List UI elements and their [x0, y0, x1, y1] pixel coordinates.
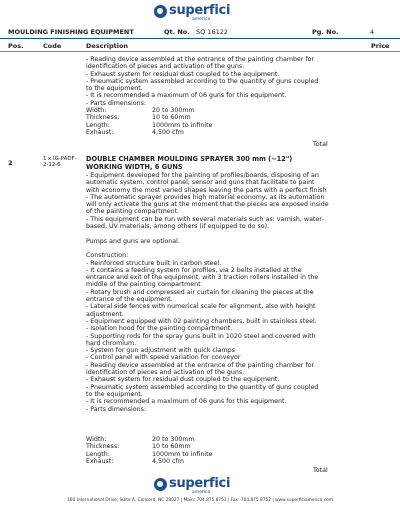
total-label-1: Total — [313, 141, 328, 148]
header-rule — [0, 38, 400, 39]
footer-logo — [154, 476, 244, 496]
logo-swirl-icon — [154, 478, 167, 491]
col-code: Code — [43, 42, 62, 50]
total-label-2: Total — [313, 467, 328, 474]
col-description: Description — [86, 42, 129, 50]
section-title: MOULDING FINISHING EQUIPMENT — [8, 28, 134, 36]
col-price: Price — [371, 42, 390, 50]
brand-name: superfici — [169, 476, 231, 491]
dim-row: Thickness: 10 to 60mm — [86, 114, 191, 122]
continued-description: - Reading device assembled at the entrance of the painting chamber for identification of pieces and activation of the guns. - Exhaust system for residual dust coupled to the equipment. - Pneumatic system assembled according to the quantity of guns coupled to the equipment. - It is recommended a maximum of 06 guns for this equipment. - Parts dimensions: — [86, 56, 319, 107]
item-code: 1 x IG-PADF- 2-12-6 — [43, 156, 77, 169]
pg-value: 4 — [370, 28, 375, 36]
dim-row: Length: 1000mm to infinite — [86, 121, 213, 129]
logo-swirl-icon — [154, 5, 167, 18]
item-title-line1: DOUBLE CHAMBER MOULDING SPRAYER 300 mm (~12") — [86, 155, 293, 163]
brand-sub: america — [192, 490, 211, 495]
dim-row: Width: 20 to 300mm — [86, 107, 195, 114]
dim-row: Thickness: 10 to 60mm — [86, 443, 191, 451]
col-pos: Pos. — [8, 42, 24, 50]
qt-label: Qt. No. — [164, 28, 190, 36]
item-description: - Equipment developed for the painting of profiles/boards, disposing of an automatic system, control panel, sensor and guns that facilitate to paint with economy the most varied shapes leaving the parts with a perfect finish - The automatic sprayer provides high material economy, as its automation will only activate the guns at the moment that the pieces are exposed inside of the painting compartment. - This equipment can be run with several materials such as: varnish, water- based, UV materials, among others (if equipped to do so). Pumps and guns are optional. Construction: - Reinforced structure built in carbon steel. - It contains a feeding system for profiles, via 2 belts installed at the entrance and exit of the equipment, with 3 traction rollers installed in the middle of the painting compartment - Rotary brush and compressed air curtain for cleaning the pieces at the entrance of the equipment. - Lateral side fences with numerical scale for alignment, also with height adjustment. - Equipment equipped with 02 painting chambers, built in stainless steel. - Isolation hood for the painting compartment. - Supporting rods for the spray guns built in 1020 steel and covered with hard chromium. - System for gun adjustment with quick clamps - Control panel with speed variation for conveyor - Reading device assembled at the entrance of the painting chamber for identification of pieces and activation of the guns. - Exhaust system for residual dust coupled to the equipment. - Pneumatic system assembled according to the quantity of guns coupled to the equipment. - It is recommended a maximum of 06 guns for this equipment. - Parts dimensions: — [86, 172, 329, 413]
qt-value: SQ 16122 — [196, 28, 228, 36]
pg-label: Pg. No. — [312, 28, 339, 36]
footer-contact: 160 International Drive, Suite A, Concord, NC 28027 | Main: 704.875.8751 | Fax: 704.875.8752 | www.superficiamerica.com — [67, 498, 333, 503]
column-rule — [0, 51, 400, 52]
item-pos: 2 — [8, 159, 13, 167]
dim-row: Exhaust: 4,500 cfm — [86, 128, 184, 136]
dim-row: Width: 20 to 300mm — [86, 436, 195, 443]
dimensions-table-1 — [86, 107, 212, 136]
brand-name: superfici — [169, 3, 231, 18]
brand-sub: america — [192, 17, 211, 22]
dim-row: Length: 1000mm to infinite — [86, 450, 213, 458]
dim-row: Exhaust: 4,500 cfm — [86, 457, 184, 465]
item-title-line2: WORKING WIDTH, 6 GUNS — [86, 163, 183, 171]
brand-logo — [154, 3, 244, 23]
dimensions-table-2 — [86, 436, 212, 465]
